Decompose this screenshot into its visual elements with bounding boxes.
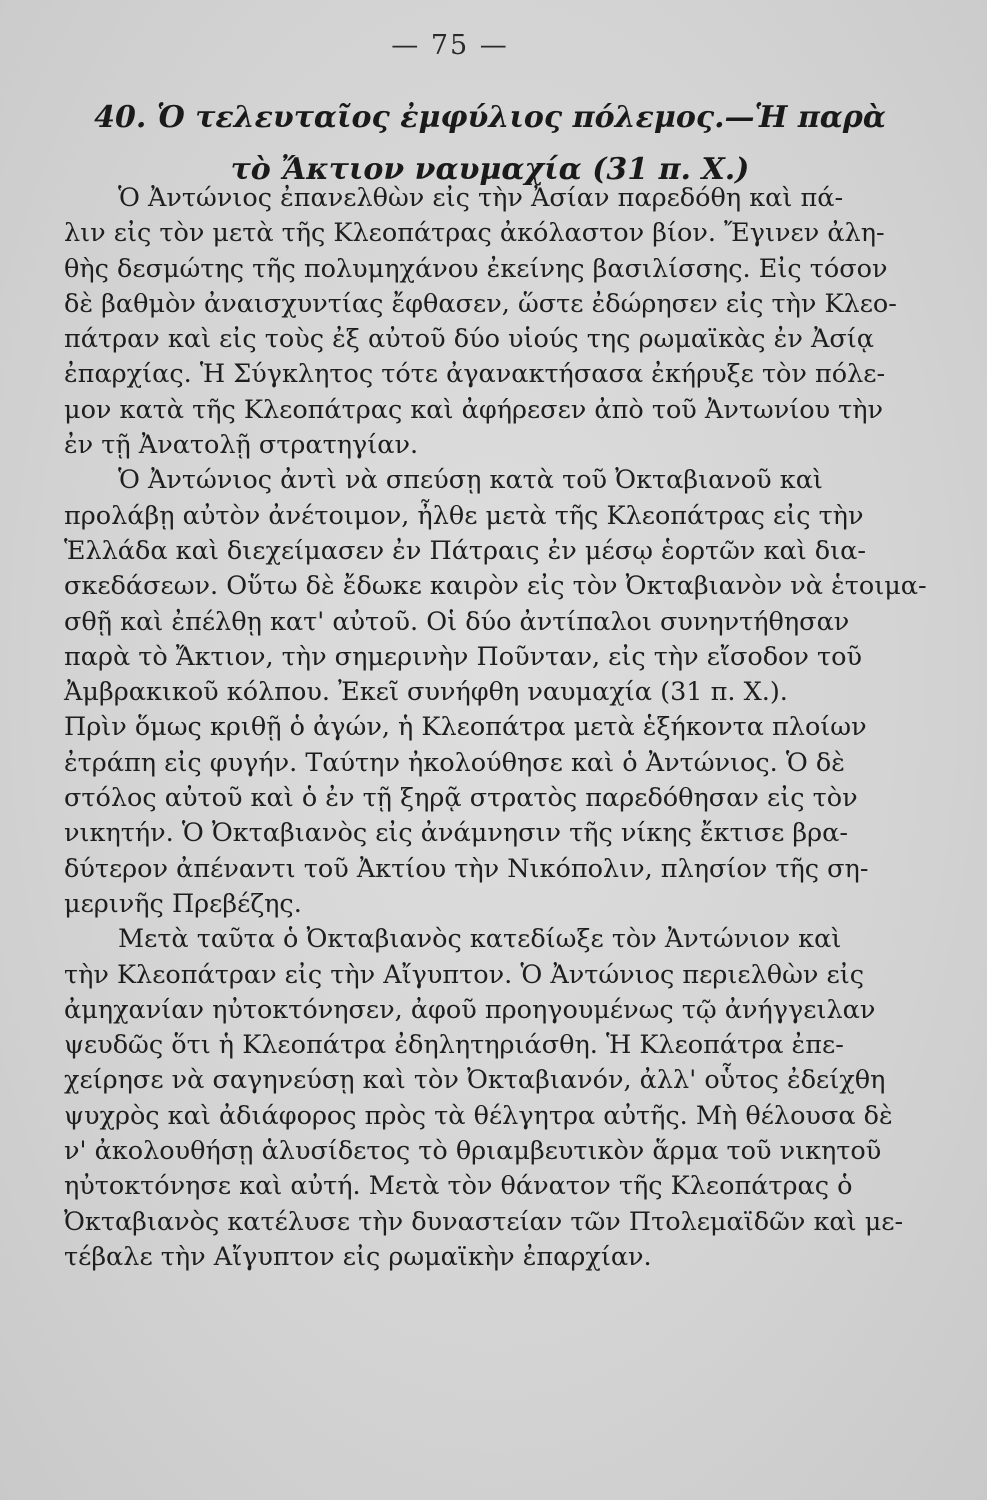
heading-line: 40. Ὁ τελευταῖος ἐμφύλιος πόλεμος.—Ἡ παρὰ — [94, 100, 886, 135]
text-line: μερινῆς Πρεβέζης. — [64, 888, 302, 919]
text-line: ψευδῶς ὅτι ἡ Κλεοπάτρα ἐδηλητηριάσθη. Ἡ Κλεοπάτρα ἐπε- — [64, 1030, 844, 1061]
text-line: προλάβῃ αὐτὸν ἀνέτοιμον, ἦλθε μετὰ τῆς Κλεοπάτρας εἰς τὴν — [64, 500, 864, 531]
text-line: Μετὰ ταῦτα ὁ Ὀκταβιανὸς κατεδίωξε τὸν Ἀντώνιον καὶ — [118, 924, 842, 955]
text-line: πάτραν καὶ εἰς τοὺς ἐξ αὐτοῦ δύο υἱούς της ρωμαϊκὰς ἐν Ἀσίᾳ — [64, 324, 875, 355]
text-line: στόλος αὐτοῦ καὶ ὁ ἐν τῇ ξηρᾷ στρατὸς παρεδόθησαν εἰς τὸν — [64, 783, 858, 814]
text-line: νικητήν. Ὁ Ὀκταβιανὸς εἰς ἀνάμνησιν τῆς νίκης ἔκτισε βρα- — [64, 818, 849, 849]
text-line: ἐν τῇ Ἀνατολῇ στρατηγίαν. — [64, 430, 419, 461]
text-line: ψυχρὸς καὶ ἀδιάφορος πρὸς τὰ θέλγητρα αὐτῆς. Μὴ θέλουσα δὲ — [64, 1100, 893, 1131]
text-line: παρὰ τὸ Ἄκτιον, τὴν σημερινὴν Ποῦνταν, εἰς τὴν εἴσοδον τοῦ — [64, 641, 862, 672]
text-line: τὴν Κλεοπάτραν εἰς τὴν Αἴγυπτον. Ὁ Ἀντώνιος περιελθὼν εἰς — [64, 959, 865, 990]
text-line: σκεδάσεων. Οὕτω δὲ ἔδωκε καιρὸν εἰς τὸν Ὀκταβιανὸν νὰ ἑτοιμα- — [64, 571, 927, 602]
text-line: Ἑλλάδα καὶ διεχείμασεν ἐν Πάτραις ἐν μέσῳ ἑορτῶν καὶ δια- — [64, 535, 866, 566]
text-line: Ὀκταβιανὸς κατέλυσε τὴν δυναστείαν τῶν Πτολεμαϊδῶν καὶ με- — [64, 1206, 904, 1237]
text-line: ἐτράπη εἰς φυγήν. Ταύτην ἠκολούθησε καὶ ὁ Ἀντώνιος. Ὁ δὲ — [64, 747, 845, 778]
page-number: — 75 — — [391, 30, 509, 61]
text-line: Ὁ Ἀντώνιος ἐπανελθὼν εἰς τὴν Ἀσίαν παρεδόθη καὶ πά- — [118, 183, 844, 213]
heading-line: τὸ Ἄκτιον ναυμαχία (31 π. Χ.) — [230, 152, 750, 187]
text-line: ν' ἀκολουθήσῃ ἁλυσίδετος τὸ θριαμβευτικὸν ἅρμα τοῦ νικητοῦ — [64, 1136, 882, 1167]
text-line: ηὐτοκτόνησε καὶ αὐτή. Μετὰ τὸν θάνατον τῆς Κλεοπάτρας ὁ — [64, 1171, 853, 1202]
text-line: θὴς δεσμώτης τῆς πολυμηχάνου ἐκείνης βασιλίσσης. Εἰς τόσον — [64, 253, 888, 284]
text-line: Ὁ Ἀντώνιος ἀντὶ νὰ σπεύσῃ κατὰ τοῦ Ὀκταβιανοῦ καὶ — [118, 465, 823, 496]
text-line: δὲ βαθμὸν ἀναισχυντίας ἔφθασεν, ὥστε ἐδώρησεν εἰς τὴν Κλεο- — [64, 288, 897, 319]
text-line: δύτερον ἀπέναντι τοῦ Ἀκτίου τὴν Νικόπολιν, πλησίον τῆς ση- — [64, 853, 869, 884]
text-line: λιν εἰς τὸν μετὰ τῆς Κλεοπάτρας ἀκόλαστον βίον. Ἔγινεν ἀλη- — [64, 218, 885, 249]
text-line: Ἀμβρακικοῦ κόλπου. Ἐκεῖ συνήφθη ναυμαχία (31 π. Χ.). — [64, 677, 788, 708]
body-text — [64, 181, 927, 1275]
text-line: ἐπαρχίας. Ἡ Σύγκλητος τότε ἀγανακτήσασα ἐκήρυξε τὸν πόλε- — [64, 359, 886, 390]
text-line: ἀμηχανίαν ηὐτοκτόνησεν, ἀφοῦ προηγουμένως τῷ ἀνήγγειλαν — [64, 994, 876, 1025]
text-line: Πρὶν ὅμως κριθῇ ὁ ἀγών, ἡ Κλεοπάτρα μετὰ ἑξήκοντα πλοίων — [64, 712, 867, 743]
text-line: χείρησε νὰ σαγηνεύσῃ καὶ τὸν Ὀκταβιανόν, ἀλλ' οὗτος ἐδείχθη — [64, 1065, 886, 1096]
text-line: σθῇ καὶ ἐπέλθῃ κατ' αὐτοῦ. Οἱ δύο ἀντίπαλοι συνηντήθησαν — [64, 606, 850, 637]
text-line: τέβαλε τὴν Αἴγυπτον εἰς ρωμαϊκὴν ἐπαρχίαν. — [64, 1241, 652, 1272]
text-line: μον κατὰ τῆς Κλεοπάτρας καὶ ἀφήρεσεν ἀπὸ τοῦ Ἀντωνίου τὴν — [64, 394, 884, 425]
